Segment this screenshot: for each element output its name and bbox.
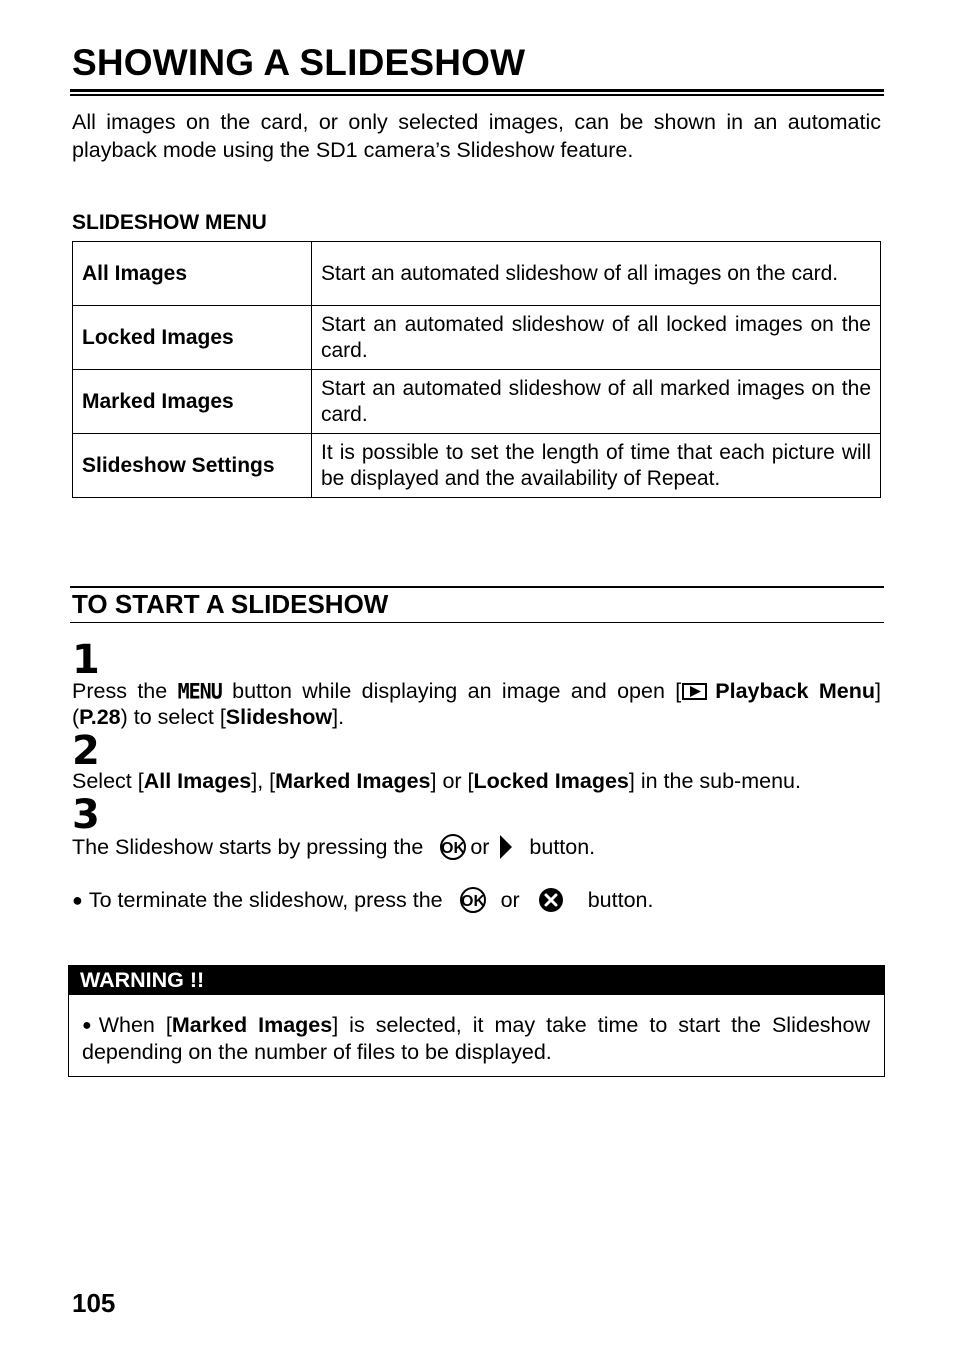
warning-text-part: When [	[98, 1013, 172, 1037]
terminate-note-text: To terminate the slideshow, press the	[88, 888, 449, 912]
step-1-text-part: ] (	[72, 679, 882, 729]
right-arrow-icon	[499, 834, 513, 866]
ok-button-icon	[439, 834, 467, 866]
page-number: 105	[72, 1288, 116, 1318]
bullet-dot: ●	[82, 1017, 97, 1034]
ok-button-icon	[459, 887, 487, 919]
step-2-text-part: ] or [	[430, 769, 474, 793]
page-title: SHOWING A SLIDESHOW	[72, 42, 526, 83]
section-rule-bottom	[70, 622, 884, 623]
table-row	[73, 306, 881, 370]
menu-desc-all-images: Start an automated slideshow of all images on the card.	[312, 242, 881, 306]
playback-menu-label: Playback Menu	[715, 679, 876, 703]
step-2-text-part: ] in the sub-menu.	[628, 769, 801, 793]
bullet-dot: ●	[72, 890, 83, 910]
locked-images-label: Locked Images	[473, 769, 629, 793]
slideshow-menu-table	[72, 241, 881, 498]
title-rule-thin	[70, 94, 884, 96]
table-row	[73, 370, 881, 434]
menu-term-all-images: All Images	[73, 242, 312, 306]
menu-term-locked-images: Locked Images	[73, 306, 312, 370]
step-number-3: 3	[72, 792, 100, 838]
menu-button-icon: MENU	[177, 678, 222, 704]
title-rule	[70, 89, 884, 92]
step-1-text-part: Press the	[72, 679, 178, 703]
section-rule-top	[70, 586, 884, 588]
step-2-text-part: Select [	[72, 769, 144, 793]
terminate-note	[72, 887, 653, 919]
cancel-x-icon	[538, 887, 564, 919]
svg-text:OK: OK	[441, 840, 466, 857]
step-2-text	[72, 768, 881, 794]
svg-text:OK: OK	[460, 893, 485, 910]
menu-desc-marked-images: Start an automated slideshow of all marked images on the card.	[312, 370, 881, 434]
step-number-2: 2	[72, 728, 100, 774]
slideshow-label: Slideshow	[225, 705, 333, 729]
marked-images-label: Marked Images	[275, 769, 431, 793]
page-reference: P.28	[79, 705, 121, 729]
warning-text	[82, 1012, 870, 1065]
play-icon	[682, 683, 707, 700]
table-row	[73, 434, 881, 498]
step-1-text	[72, 678, 881, 730]
all-images-label: All Images	[143, 769, 252, 793]
step-3-text-part: button.	[523, 835, 596, 859]
step-2-text-part: ], [	[251, 769, 276, 793]
menu-desc-slideshow-settings: It is possible to set the length of time that each picture will be displayed and the availability of Repeat.	[312, 434, 881, 498]
menu-term-marked-images: Marked Images	[73, 370, 312, 434]
section-heading: TO START A SLIDESHOW	[72, 589, 389, 619]
step-number-1: 1	[72, 637, 100, 683]
menu-term-slideshow-settings: Slideshow Settings	[73, 434, 312, 498]
intro-paragraph: All images on the card, or only selected images, can be shown in an automatic playback mode using the SD1 camera’s Slideshow feature.	[72, 110, 881, 162]
menu-desc-locked-images: Start an automated slideshow of all locked images on the card.	[312, 306, 881, 370]
warning-box	[68, 965, 885, 1077]
marked-images-label: Marked Images	[171, 1013, 333, 1037]
terminate-note-text: or	[500, 888, 520, 912]
step-3-text-part: or	[470, 835, 490, 859]
table-row	[73, 242, 881, 306]
step-1-text-part: button while displaying an image and open [	[221, 679, 682, 703]
terminate-note-text: button.	[587, 888, 654, 912]
step-1-text-part: ) to select [	[120, 705, 226, 729]
warning-header: WARNING !!	[69, 966, 884, 995]
slideshow-menu-heading: SLIDESHOW MENU	[72, 211, 267, 234]
step-3-text-part: The Slideshow starts by pressing the	[72, 835, 430, 859]
step-1-text-part: ].	[332, 705, 345, 729]
step-3-text	[72, 834, 881, 866]
warning-text-part: ] is selected, it may take time to start the Slideshow depending on the number of files to be displayed.	[82, 1013, 870, 1064]
